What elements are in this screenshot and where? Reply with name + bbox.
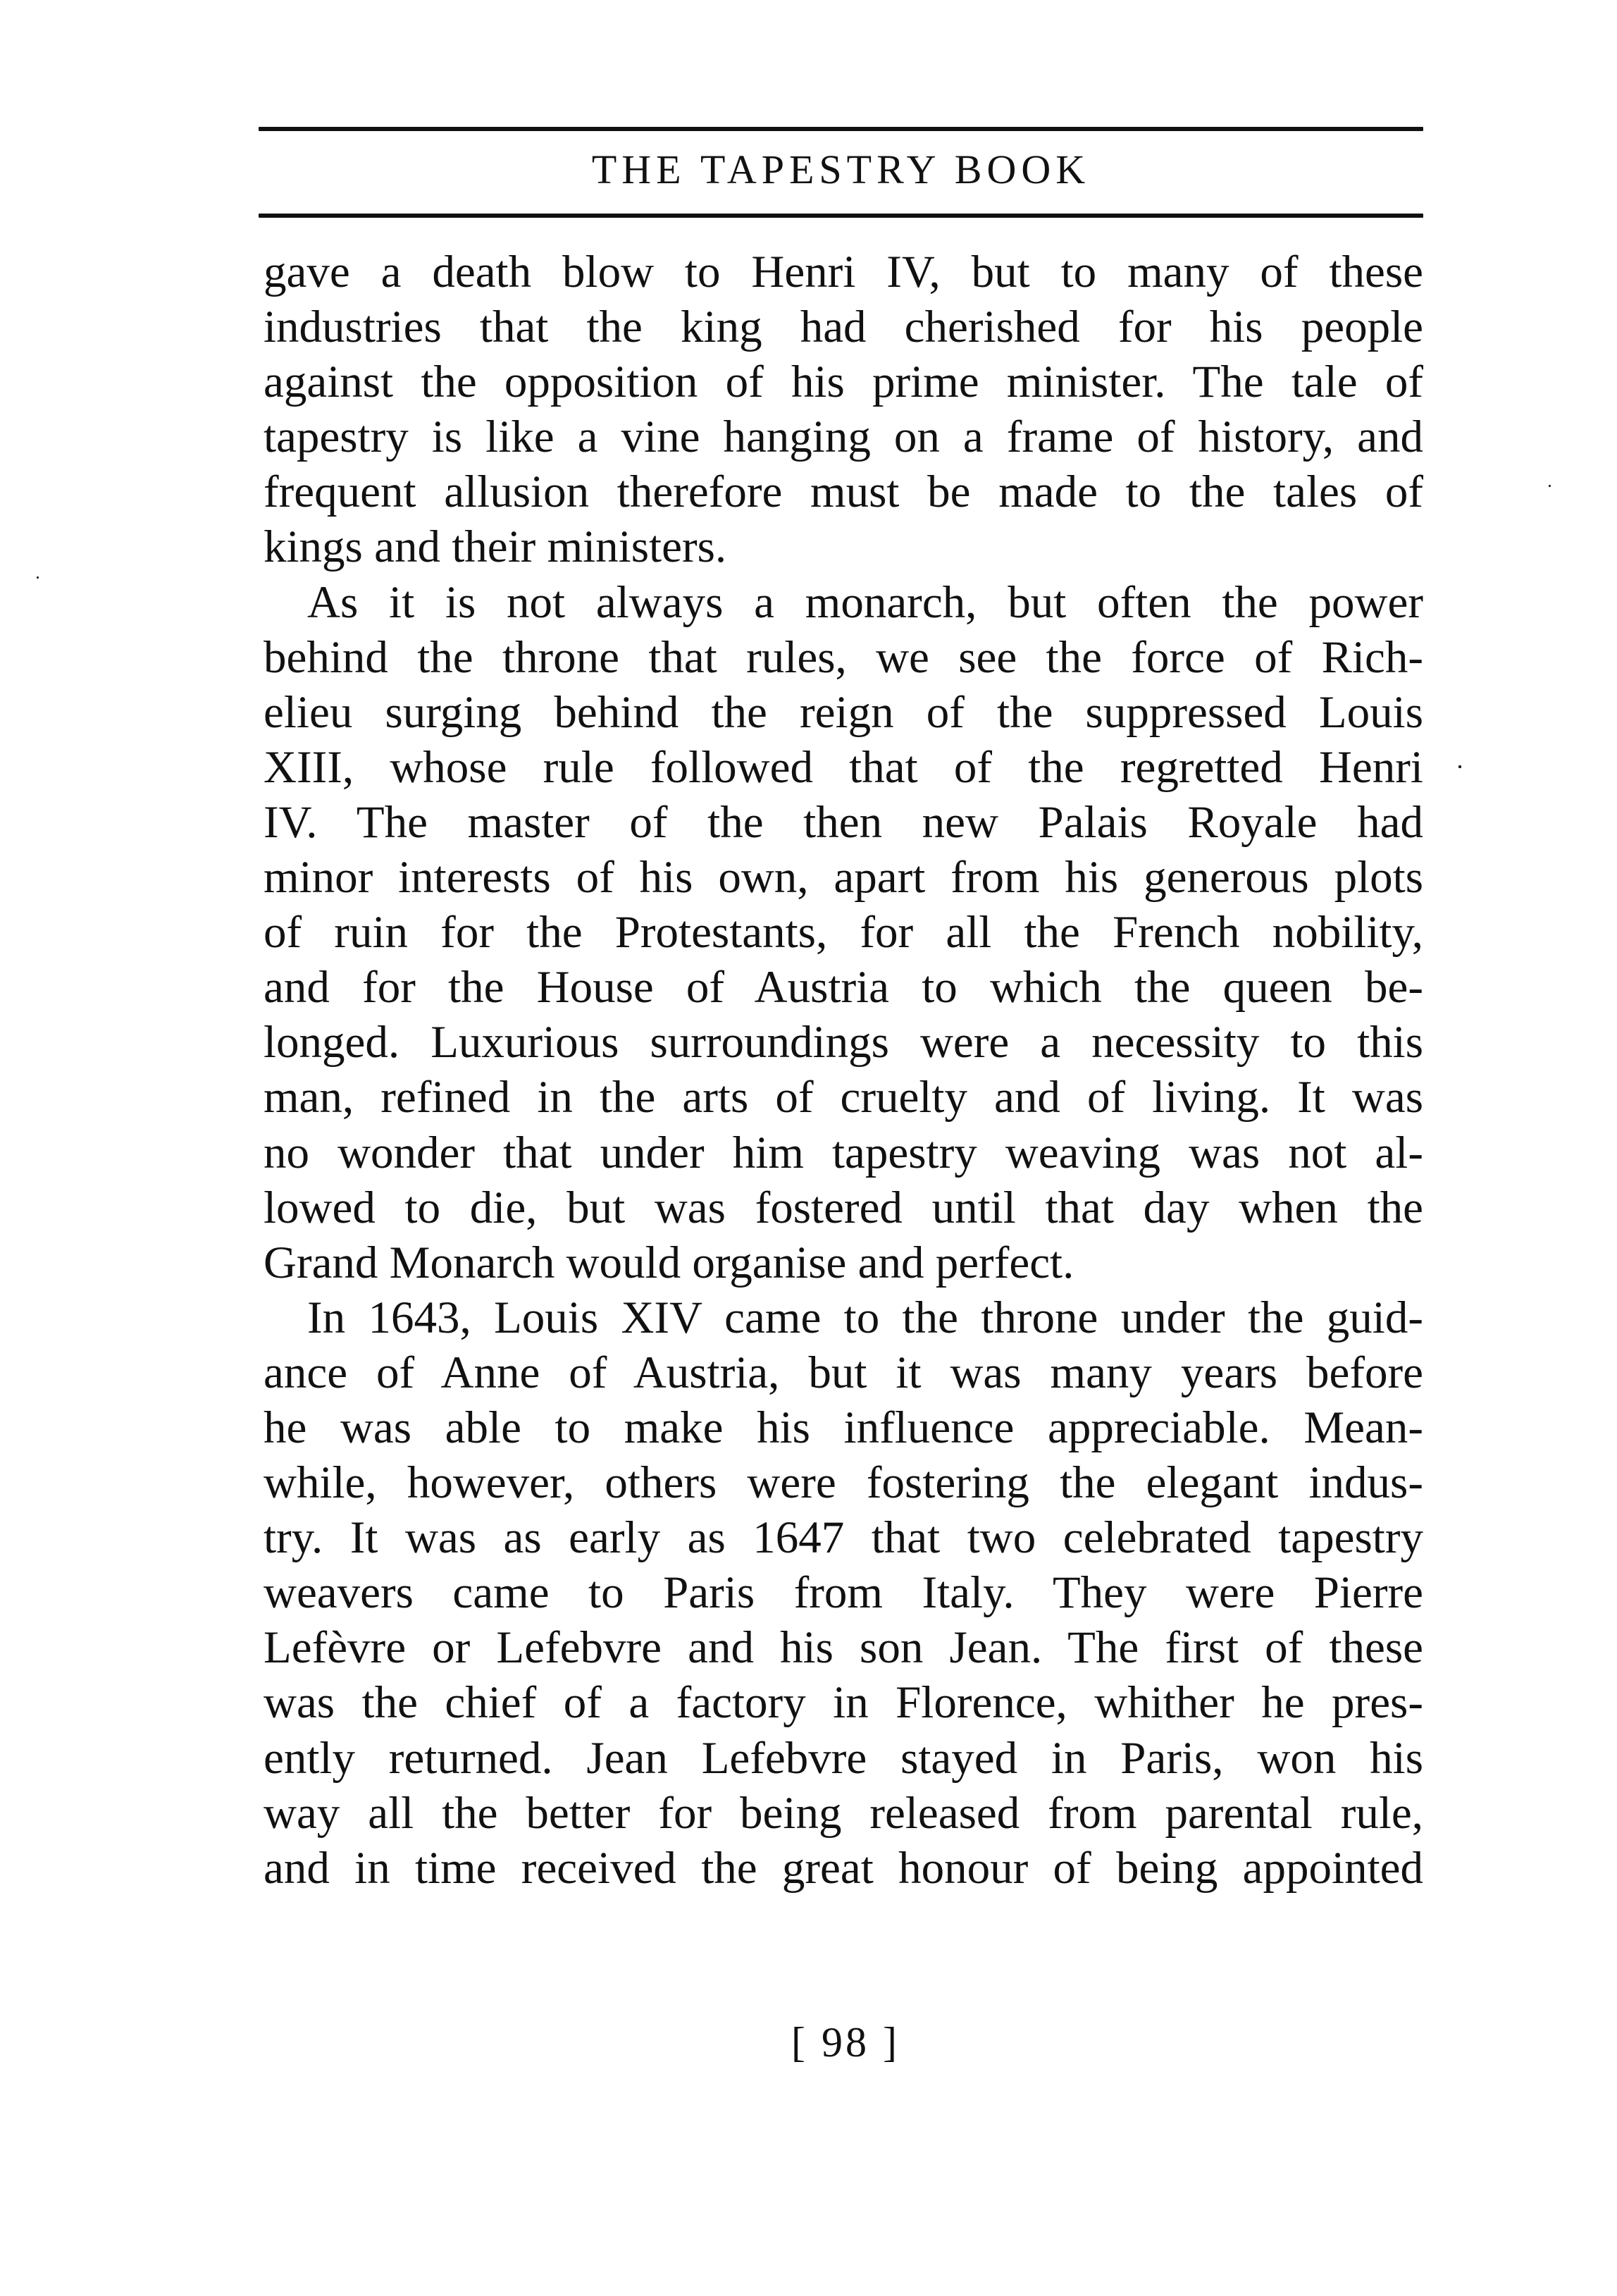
text-line: elieu surging behind the reign of the suppressed Louis bbox=[264, 686, 1423, 738]
scan-speck bbox=[37, 576, 39, 579]
text-line: and for the House of Austria to which the queen be- bbox=[264, 962, 1423, 1013]
text-line: try. It was as early as 1647 that two celebrated tapestry bbox=[264, 1512, 1423, 1564]
text-line: lowed to die, but was fostered until that day when the bbox=[264, 1182, 1423, 1233]
text-line: man, refined in the arts of cruelty and of living. It was bbox=[264, 1072, 1423, 1123]
scan-speck bbox=[1458, 765, 1461, 768]
body-text bbox=[264, 245, 1423, 1896]
text-line: longed. Luxurious surroundings were a necessity to this bbox=[264, 1017, 1423, 1068]
text-line: gave a death blow to Henri IV, but to many of these bbox=[264, 247, 1423, 297]
text-line: Grand Monarch would organise and perfect. bbox=[264, 1237, 1074, 1288]
text-line: tapestry is like a vine hanging on a frame of history, and bbox=[264, 412, 1423, 463]
text-line: IV. The master of the then new Palais Royale had bbox=[264, 796, 1423, 848]
text-line: no wonder that under him tapestry weaving was not al- bbox=[264, 1127, 1423, 1178]
paragraph bbox=[264, 1290, 1423, 1896]
running-head: THE TAPESTRY BOOK bbox=[591, 147, 1091, 192]
paragraph bbox=[264, 245, 1423, 575]
text-line: while, however, others were fostering the elegant indus- bbox=[264, 1457, 1423, 1509]
text-line: kings and their ministers. bbox=[264, 521, 727, 573]
text-line: of ruin for the Protestants, for all the French nobility, bbox=[264, 907, 1423, 958]
page-number: [ 98 ] bbox=[791, 2019, 900, 2066]
paragraph bbox=[264, 575, 1423, 1290]
text-line: and in time received the great honour of being appointed bbox=[264, 1842, 1423, 1894]
text-line: As it is not always a monarch, but often the power bbox=[307, 576, 1423, 628]
text-line: behind the throne that rules, we see the force of Rich- bbox=[264, 631, 1423, 683]
header-rule-top bbox=[259, 127, 1423, 131]
scan-speck bbox=[1549, 485, 1551, 487]
text-line: was the chief of a factory in Florence, whither he pres- bbox=[264, 1677, 1423, 1729]
text-line: industries that the king had cherished for his people bbox=[264, 302, 1423, 353]
text-line: XIII, whose rule followed that of the regretted Henri bbox=[264, 741, 1423, 793]
text-line: way all the better for being released from parental rule, bbox=[264, 1787, 1423, 1839]
text-line: minor interests of his own, apart from his generous plots bbox=[264, 852, 1423, 903]
text-line: weavers came to Paris from Italy. They were Pierre bbox=[264, 1567, 1423, 1619]
text-line: against the opposition of his prime minister. The tale of bbox=[264, 357, 1423, 408]
text-line: In 1643, Louis XIV came to the throne under the guid- bbox=[307, 1292, 1423, 1343]
text-line: ance of Anne of Austria, but it was many years before bbox=[264, 1347, 1423, 1398]
header-rule-bottom bbox=[259, 214, 1423, 218]
text-line: he was able to make his influence appreciable. Mean- bbox=[264, 1402, 1423, 1453]
text-line: Lefèvre or Lefebvre and his son Jean. The first of these bbox=[264, 1622, 1423, 1674]
text-line: frequent allusion therefore must be made to the tales of bbox=[264, 467, 1423, 518]
text-line: ently returned. Jean Lefebvre stayed in Paris, won his bbox=[264, 1732, 1423, 1784]
